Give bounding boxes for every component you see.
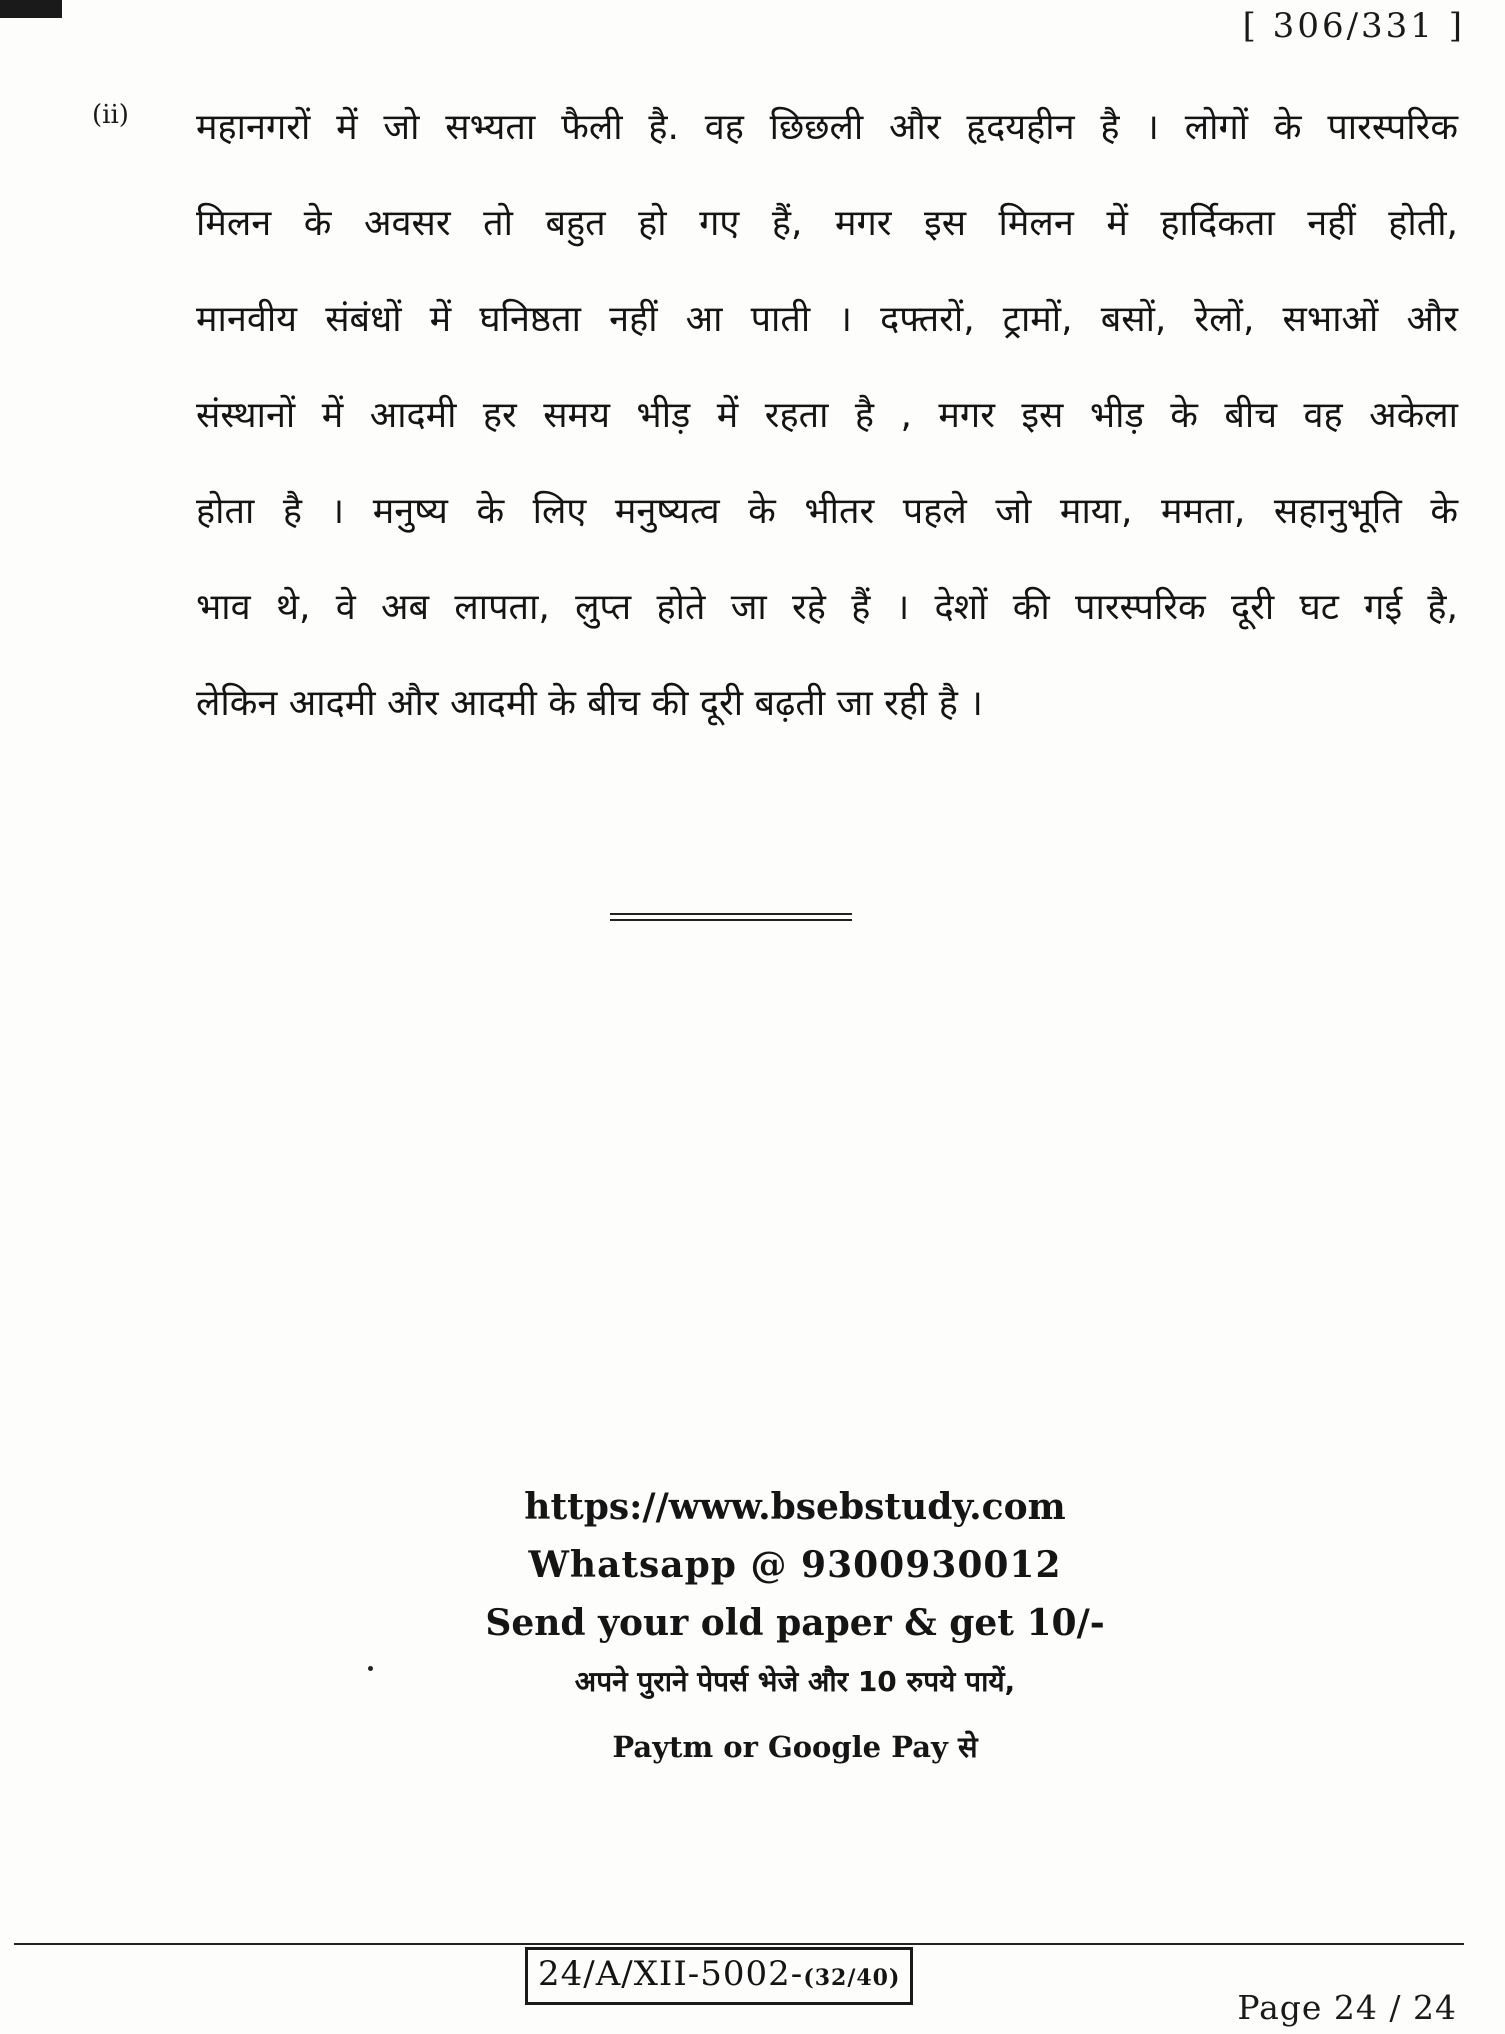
page-number: Page 24 / 24 [1237, 1988, 1457, 2027]
footer-rule [14, 1943, 1464, 1945]
passage-line: होता है । मनुष्य के लिए मनुष्यत्व के भीतर पहले जो माया, ममता, सहानुभूति के [196, 491, 1458, 532]
promo-offer-hindi: अपने पुराने पेपर्स भेजे और 10 रुपये पायें, [574, 1665, 1016, 1698]
promo-whatsapp: Whatsapp @ 9300930012 [528, 1544, 1062, 1586]
promo-block [380, 1478, 1210, 1782]
passage [196, 98, 1458, 770]
promo-offer-english: Send your old paper & get 10/- [485, 1602, 1105, 1644]
passage-line: भाव थे, वे अब लापता, लुप्त होते जा रहे हैं । देशों की पारस्परिक दूरी घट गई है, [196, 587, 1458, 628]
passage-line: महानगरों में जो सभ्यता फैली है. वह छिछली और हृदयहीन है । लोगों के पारस्परिक [196, 107, 1458, 148]
footer-paper-code [525, 1947, 913, 2005]
passage-line: संस्थानों में आदमी हर समय भीड़ में रहता है , मगर इस भीड़ के बीच वह अकेला [196, 395, 1458, 436]
passage-line: लेकिन आदमी और आदमी के बीच की दूरी बढ़ती जा रही है । [196, 683, 983, 724]
end-of-paper-rule [610, 913, 852, 921]
footer-code-main: 24/A/XII-5002- [538, 1954, 804, 1994]
corner-scan-mark [0, 0, 62, 18]
promo-website: https://www.bsebstudy.com [524, 1486, 1066, 1528]
scan-speck [368, 1666, 373, 1671]
footer-code-suffix: (32/40) [803, 1965, 901, 1991]
promo-payment: Paytm or Google Pay से [612, 1730, 978, 1764]
paper-code: [ 306/331 ] [1242, 6, 1465, 46]
passage-line: मिलन के अवसर तो बहुत हो गए हैं, मगर इस मिलन में हार्दिकता नहीं होती, [196, 203, 1458, 244]
question-label: (ii) [92, 100, 129, 130]
passage-line: मानवीय संबंधों में घनिष्ठता नहीं आ पाती । दफ्तरों, ट्रामों, बसों, रेलों, सभाओं और [196, 299, 1458, 340]
